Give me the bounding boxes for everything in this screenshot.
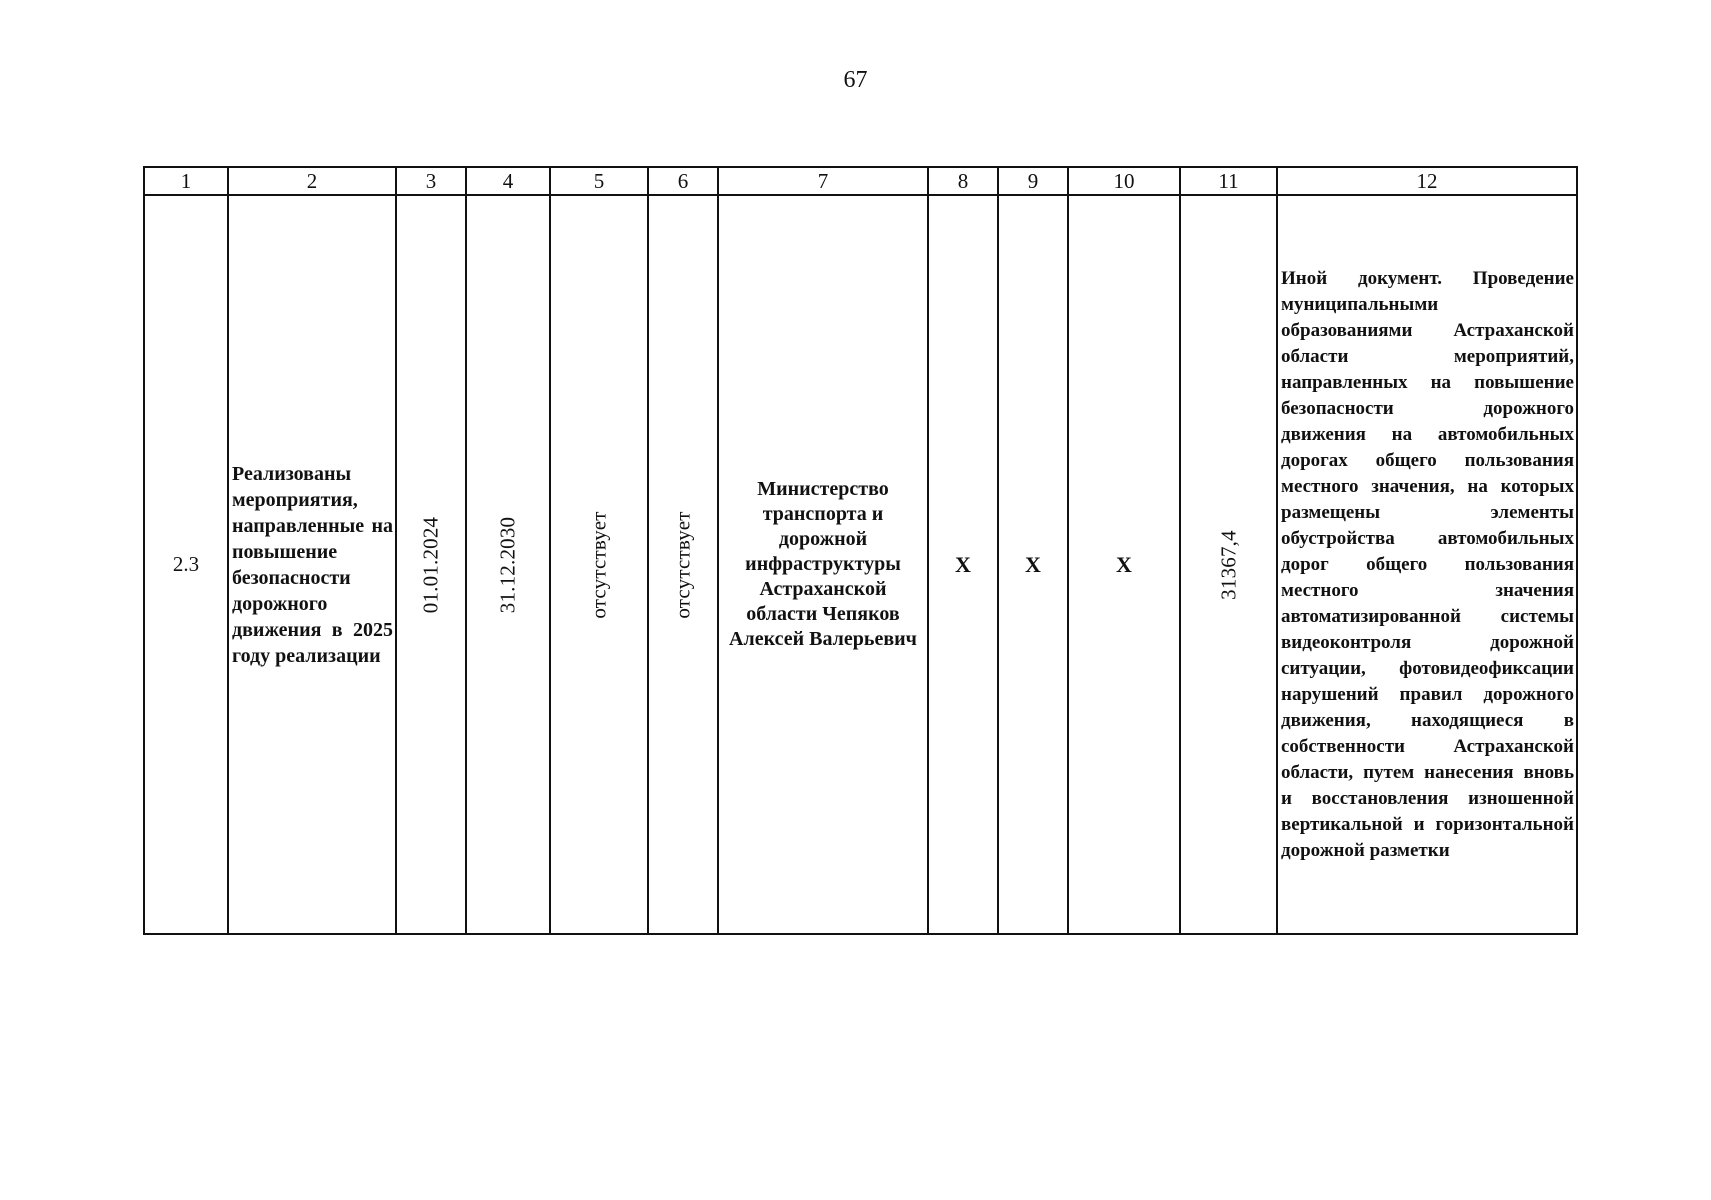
column-6-value: отсутствует xyxy=(670,510,695,619)
table-header-row xyxy=(144,167,1577,195)
column-header-4: 4 xyxy=(466,167,550,195)
column-8-mark: Х xyxy=(955,551,971,577)
column-header-9: 9 xyxy=(998,167,1068,195)
column-9-mark: Х xyxy=(1025,551,1041,577)
row-number-cell xyxy=(144,195,228,934)
column-header-1: 1 xyxy=(144,167,228,195)
end-date-cell xyxy=(466,195,550,934)
column-10-mark: Х xyxy=(1116,551,1132,577)
result-name-text: Реализованы мероприятия, направленные на повышение безопасности дорожного движения в 2025 году реализации xyxy=(232,462,393,667)
column-header-5: 5 xyxy=(550,167,648,195)
column-header-12: 12 xyxy=(1277,167,1577,195)
column-9-cell xyxy=(998,195,1068,934)
column-6-cell xyxy=(648,195,718,934)
document-table xyxy=(143,166,1578,935)
end-date: 31.12.2030 xyxy=(495,516,520,613)
column-header-2: 2 xyxy=(228,167,396,195)
column-header-3: 3 xyxy=(396,167,466,195)
document-description-cell xyxy=(1277,195,1577,934)
column-header-7: 7 xyxy=(718,167,928,195)
column-5-cell xyxy=(550,195,648,934)
column-10-cell xyxy=(1068,195,1180,934)
start-date: 01.01.2024 xyxy=(418,516,443,613)
document-description-text: Иной документ. Проведение муниципальными образованиями Астраханской области мероприятий, направленных на повышение безопасности дорожного движения на автомобильных дорогах общего пользования местного значения, на которых размещены элементы обустройства автомобильных дорог общего пользования местного значения автоматизированной системы видеоконтроля дорожной ситуации, фотовидеофиксации нарушений правил дорожного движения, находящиеся в собственности Астраханской области, путем нанесения вновь и восстановления изношенной вертикальной и горизонтальной дорожной разметки xyxy=(1281,267,1574,861)
responsible-cell xyxy=(718,195,928,934)
page-number: 67 xyxy=(843,67,868,93)
column-header-6: 6 xyxy=(648,167,718,195)
result-name-cell xyxy=(228,195,396,934)
column-8-cell xyxy=(928,195,998,934)
column-header-8: 8 xyxy=(928,167,998,195)
column-header-10: 10 xyxy=(1068,167,1180,195)
column-header-11: 11 xyxy=(1180,167,1277,195)
amount-value: 31367,4 xyxy=(1216,529,1240,600)
responsible-text: Министерство транспорта и дорожной инфраструктуры Астраханской области Чепяков Алексей Валерьевич xyxy=(729,478,917,650)
row-number: 2.3 xyxy=(172,552,200,576)
column-5-value: отсутствует xyxy=(586,510,611,619)
start-date-cell xyxy=(396,195,466,934)
amount-cell xyxy=(1180,195,1277,934)
table-row xyxy=(144,195,1577,934)
